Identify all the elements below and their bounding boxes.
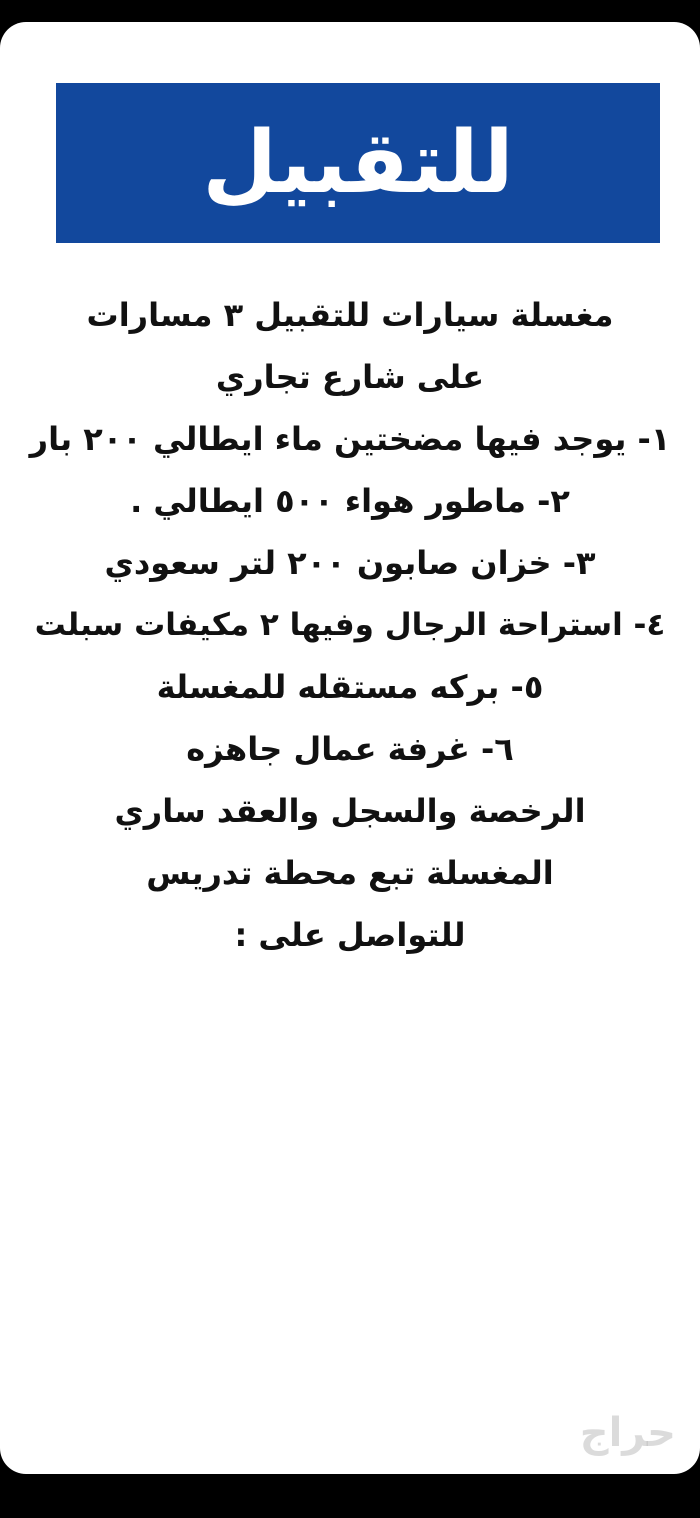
home-indicator[interactable] <box>225 1481 475 1490</box>
banner-title-text: للتقبيل <box>202 113 514 213</box>
body-line-1: مغسلة سيارات للتقبيل ٣ مسارات <box>86 296 614 334</box>
body-line-3: ١- يوجد فيها مضختين ماء ايطالي ٢٠٠ بار <box>29 420 671 458</box>
title-banner <box>56 83 660 243</box>
body-line-2: على شارع تجاري <box>215 358 485 396</box>
body-line-4: ٢- ماطور هواء ٥٠٠ ايطالي . <box>130 482 570 520</box>
body-line-9: الرخصة والسجل والعقد ساري <box>114 792 586 830</box>
site-watermark: حراج <box>579 1410 676 1456</box>
body-line-5: ٣- خزان صابون ٢٠٠ لتر سعودي <box>104 544 596 582</box>
body-line-11: للتواصل على : <box>234 916 466 954</box>
body-line-8: ٦- غرفة عمال جاهزه <box>186 730 514 768</box>
body-line-10: المغسلة تبع محطة تدريس <box>146 854 554 892</box>
flyer-body <box>20 284 680 966</box>
body-line-6: ٤- استراحة الرجال وفيها ٢ مكيفات سبلت <box>34 607 666 643</box>
body-line-7: ٥- بركه مستقله للمغسلة <box>156 668 544 706</box>
flyer-sheet <box>0 22 700 1474</box>
